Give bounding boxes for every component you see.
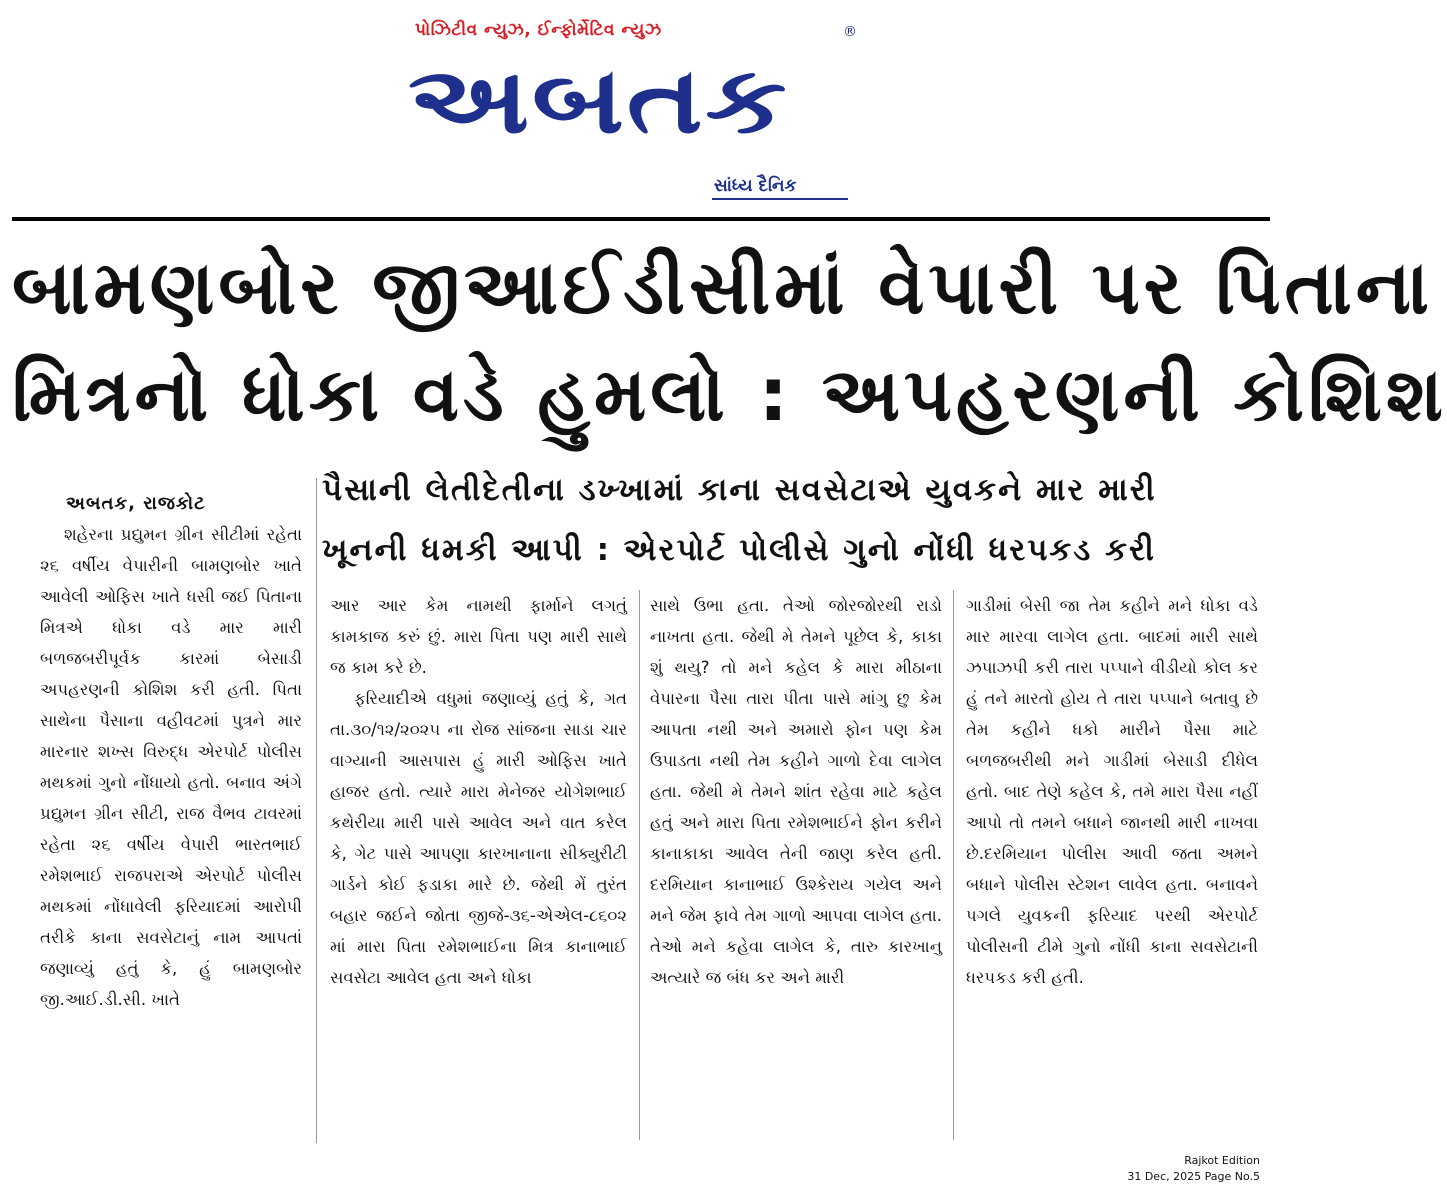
article-column-4 <box>966 590 1258 1148</box>
subheadline-line-1: પૈસાની લેતીદેતીના ડખ્ખામાં કાના સવસેટાએ યુવકને માર મારી <box>322 472 1157 508</box>
column-divider <box>316 478 317 1143</box>
subtitle-underline <box>712 198 848 200</box>
masthead-tagline: પોઝિટીવ ન્યુઝ, ઈન્ફોર્મેટિવ ન્યુઝ <box>415 20 662 40</box>
edition-footer <box>1060 1153 1260 1185</box>
article-paragraph: આર આર કેમ નામથી ફાર્માને લગતું કામકાજ કરું છું. મારા પિતા પણ મારી સાથે જ કામ કરે છે. <box>330 596 627 677</box>
column-divider <box>953 590 954 1140</box>
article-column-1 <box>40 488 302 1146</box>
masthead-subtitle: સાંધ્ય દૈનિક <box>714 176 797 196</box>
subheadline-line-2: ખૂનની ધમકી આપી : એરપોર્ટ પોલીસે ગુનો નોંધી ધરપકડ કરી <box>322 532 1156 568</box>
article-paragraph: ગાડીમાં બેસી જા તેમ કહીને મને ધોકા વડે માર મારવા લાગેલ હતા. બાદમાં મારી સાથે ઝપાઝપી કરી તારા પપ્પાને વીડીયો કોલ કર હું તને મારતો હોય તે તારા પપ્પાને બતાવુ છે તેમ કહીને ધકો મારીને પૈસા માટે બળજબરીથી મને ગાડીમાં બેસાડી દીધેલ હતો. બાદ તેણે કહેલ કે, તમે મારા પૈસા નહીં આપો તો તમને બધાને જાનથી મારી નાખવા છે.દરમિયાન પોલીસ આવી જતા અમને બધાને પોલીસ સ્ટેશન લાવેલ હતા. બનાવને પગલે યુવકની ફરિયાદ પરથી એરપોર્ટ પોલીસની ટીમે ગુનો નોંધી કાના સવસેટાની ધરપકડ કરી હતી. <box>966 596 1258 987</box>
newspaper-logo: અબતક <box>408 47 790 154</box>
article-column-3 <box>650 590 942 1148</box>
edition-date-page: 31 Dec, 2025 Page No.5 <box>1127 1170 1260 1183</box>
headline-line-2: મિત્રનો ધોકા વડે હુમલો : અપહરણની કોશિશ <box>12 352 1447 438</box>
article-paragraph: શહેરના પ્રદ્યુમન ગ્રીન સીટીમાં રહેતા ૨૬ વર્ષીય વેપારીની બામણબોર ખાતે આવેલી ઓફિસ ખાતે ધસી જઈ પિતાના મિત્રએ ધોકા વડે માર મારી બળજબરીપૂર્વક કારમાં બેસાડી અપહરણની કોશિશ કરી હતી. પિતા સાથેના પૈસાના વહીવટમાં પુત્રને માર મારનાર શખ્સ વિરુદ્ધ એરપોર્ટ પોલીસ મથકમાં ગુનો નોંધાયો હતો. બનાવ અંગે પ્રદ્યુમન ગ્રીન સીટી, રાજ વૈભવ ટાવરમાં રહેતા ૨૬ વર્ષીય વેપારી ભારતભાઈ રમેશભાઈ રાજપરાએ એરપોર્ટ પોલીસ મથકમાં નોંધાવેલી ફરિયાદમાં આરોપી તરીકે કાના સવસેટાનું નામ આપતાં જણાવ્યું હતું કે, હું બામણબોર જી.આઈ.ડી.સી. ખાતે <box>40 525 302 1009</box>
edition-name: Rajkot Edition <box>1184 1154 1260 1167</box>
article-paragraph: સાથે ઉભા હતા. તેઓ જોરજોરથી રાડો નાખતા હતા. જેથી મે તેમને પૂછેલ કે, કાકા શું થયુ? તો મને કહેલ કે મારા મીઠાના વેપારના પૈસા તારા પીતા પાસે માંગુ છુ કેમ આપતા નથી અને અમારો ફોન પણ કેમ ઉપાડતા નથી તેમ કહીને ગાળો દેવા લાગેલ હતા. જેથી મે તેમને શાંત રહેવા માટે કહેલ હતું અને મારા પિતા રમેશભાઈને ફોન કરીને કાનાકાકા આવેલ તેની જાણ કરેલ હતી. દરમિયાન કાનાભાઈ ઉશ્કેરાય ગયેલ અને મને જેમ ફાવે તેમ ગાળો આપવા લાગેલ હતા. તેઓ મને કહેવા લાગેલ કે, તારુ કારખાનુ અત્યારે જ બંધ કર અને મારી <box>650 596 942 987</box>
headline-line-1: બામણબોર જીઆઈડીસીમાં વેપારી પર પિતાના <box>12 245 1434 331</box>
article-dateline: અબતક, રાજકોટ <box>66 493 206 514</box>
registered-mark-icon: ® <box>843 24 857 40</box>
article-paragraph: ફરિયાદીએ વધુમાં જણાવ્યું હતું કે, ગત તા.૩૦/૧૨/૨૦૨૫ ના રોજ સાંજના સાડા ચાર વાગ્યાની આસપાસ હું મારી ઓફિસ ખાતે હાજર હતો. ત્યારે મારા મેનેજર યોગેશભાઈ કથેરીયા મારી પાસે આવેલ અને વાત કરેલ કે, ગેટ પાસે આપણા કારખાનાના સીક્યુરીટી ગાર્ડને કોઈ ફડાકા મારે છે. જેથી મેં તુરંત બહાર જઈને જોતા જીજે-૩૬-એએલ-૮૬૦૨ માં મારા પિતા રમેશભાઈના મિત્ર કાનાભાઈ સવસેટા આવેલ હતા અને ધોકા <box>330 689 627 987</box>
article-column-2 <box>330 590 627 1148</box>
masthead-divider <box>12 217 1270 221</box>
column-divider <box>639 590 640 1140</box>
